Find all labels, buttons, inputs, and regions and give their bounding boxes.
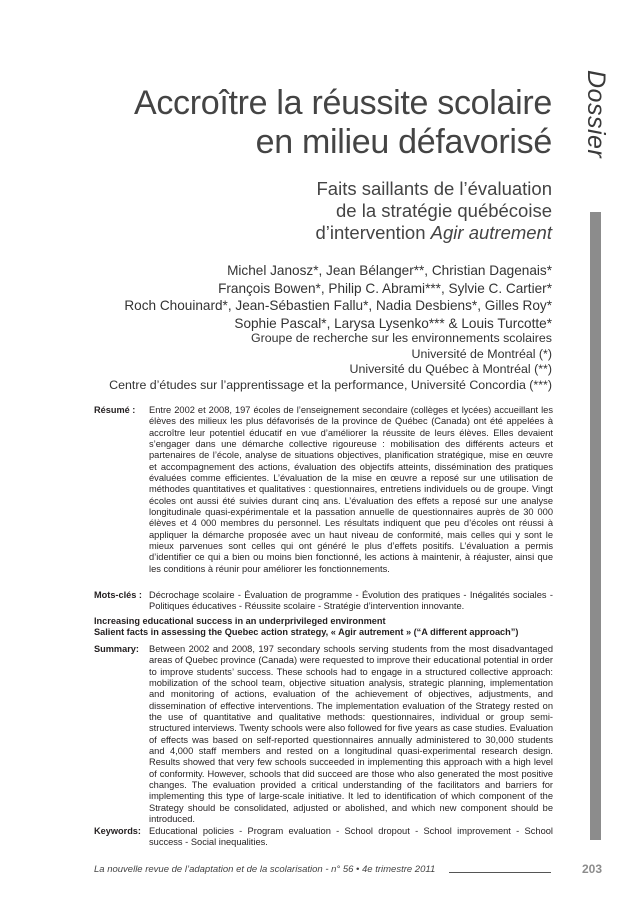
affiliation-line: Groupe de recherche sur les environnements scolaires [251, 331, 552, 345]
author-line: Sophie Pascal*, Larysa Lysenko*** & Louis Turcotte* [234, 315, 552, 331]
title-line-1: Accroître la réussite scolaire [133, 84, 552, 122]
subtitle-italic: Agir autrement [430, 222, 552, 243]
affiliation-line: Centre d’études sur l’apprentissage et la performance, Université Concordia (***) [109, 377, 552, 392]
journal-footer: La nouvelle revue de l’adaptation et de la scolarisation - n° 56 • 4e trimestre 2011 [94, 864, 436, 875]
english-title-line-2: Salient facts in assessing the Quebec action strategy, « Agir autrement » (“A different approach”) [94, 627, 519, 638]
author-line: Roch Chouinard*, Jean-Sébastien Fallu*, Nadia Desbiens*, Gilles Roy* [124, 298, 552, 313]
article-title [60, 84, 552, 162]
author-list [60, 262, 552, 332]
keywords-label: Keywords: [94, 826, 141, 836]
summary-label: Summary: [94, 644, 139, 654]
mots-cles-label: Mots-clés : [94, 590, 142, 600]
author-line: Michel Janosz*, Jean Bélanger**, Christian Dagenais* [227, 263, 552, 278]
subtitle-line-1: Faits saillants de l’évaluation [316, 178, 552, 199]
resume-label: Résumé : [94, 405, 136, 415]
affiliation-list [60, 331, 552, 393]
mots-cles-text: Décrochage scolaire - Évaluation de programme - Évolution des pratiques - Inégalités sociales - Politiques éducatives - Réussite scolaire - Stratégie d’intervention innovante. [149, 590, 553, 612]
author-line: François Bowen*, Philip C. Abrami***, Sylvie C. Cartier* [218, 280, 552, 296]
keywords-text: Educational policies - Program evaluation - School dropout - School improvement - School success - Social inequalities. [149, 826, 553, 848]
affiliation-line: Université de Montréal (*) [411, 346, 552, 361]
title-line-2: en milieu défavorisé [255, 123, 552, 161]
english-title [94, 616, 564, 639]
side-accent-bar [590, 212, 601, 840]
footer-rule [449, 872, 551, 873]
english-title-line-1: Increasing educational success in an underprivileged environment [94, 616, 386, 626]
resume-text: Entre 2002 et 2008, 197 écoles de l’enseignement secondaire (collèges et lycées) accueillant les élèves des milieux les plus défavorisés de la province de Québec (Canada) ont été appelées à accroître leur potentiel éducatif en vue d’améliorer la réussite de leurs élèves. Elles devaient s’engager dans une démarche collective rigoureuse : mobilisation des différents acteurs et partenaires de l’école, analyse de situations objectives, planification stratégique, mise en œuvre et accompagnement des actions, évaluation des objectifs atteints, dissémination des pratiques évaluées comme efficientes. L’évaluation de la mise en œuvre a reposé sur une utilisation de méthodes quantitatives et qualitatives : questionnaires, entretiens individuels ou de groupe. Vingt écoles ont aussi été suivies durant cinq ans. L’évaluation des effets a reposé sur une analyse longitudinale quasi-expérimentale et la passation annuelle de questionnaires auprès de 30 000 élèves et 4 000 membres du personnel. Les résultats indiquent que peu d’écoles ont réussi à appliquer la démarche proposée avec un haut niveau de conformité, mais celles qui y sont le mieux parvenues sont celles qui ont généré le plus d’effets positifs. L’évaluation a permis d’identifier ce qui a bien ou moins bien fonctionné, les actions à maintenir, à réajuster, ainsi que les conditions à réunir pour améliorer les fonctionnements. [149, 405, 553, 574]
subtitle-line-3: d’intervention [315, 222, 431, 243]
article-subtitle [160, 178, 552, 244]
section-tag: Dossier [582, 70, 610, 159]
subtitle-line-2: de la stratégie québécoise [336, 200, 552, 221]
summary-text: Between 2002 and 2008, 197 secondary schools serving students from the most disadvantaged areas of Quebec province (Canada) were requested to improve their educational potential in order to improve students’ success. These schools had to engage in a structured collective approach: mobilization of the school team, objective situation analysis, strategic planning, implementation and monitoring of actions, evaluation of the achievement of objectives, adjustments, and dissemination of effective interventions. The implementation evaluation of the Strategy rested on the use of quantitative and qualitative methods: questionnaires, individual or group semi-structured interviews. Twenty schools were also followed for five years as case studies. Evaluation of effects was based on self-reported questionnaires annually administered to 30,000 students and 4,000 staff members and rested on a longitudinal quasi-experimental research design. Results showed that very few schools succeeded in implementing this approach with a high level of conformity. However, schools that did succeed are those who also generated the most positive changes. The evaluation provided a critical understanding of the facilitators and barriers for implementing this type of large-scale initiative. It led to identification of which component of the Strategy should be consolidated, adjusted or abolished, and which new component should be introduced. [149, 644, 553, 825]
page-number: 203 [582, 862, 603, 876]
affiliation-line: Université du Québec à Montréal (**) [349, 362, 552, 377]
